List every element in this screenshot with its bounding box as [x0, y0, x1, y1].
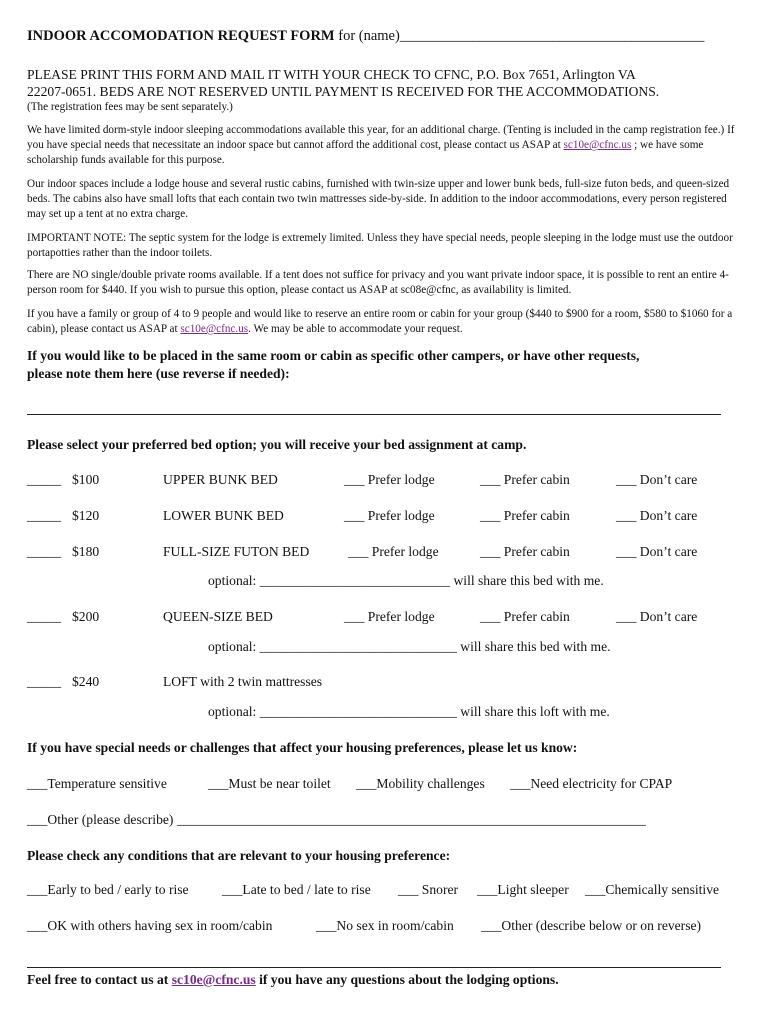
- bed-type-label: LOFT with 2 twin mattresses: [163, 674, 323, 689]
- dont-care-option[interactable]: ___ Don’t care: [616, 544, 698, 559]
- requests-input-line[interactable]: [27, 414, 721, 415]
- paragraph-septic-note: IMPORTANT NOTE: The septic system for the lodge is extremely limited. Unless they have special needs, people sleeping in the lodge must use the outdoor portapotties rather than the indoor toilets.: [27, 232, 733, 259]
- bed-type-label: QUEEN-SIZE BED: [163, 609, 273, 624]
- form-title-line: [27, 28, 704, 45]
- optional-share-line: optional: _____________________________ will share this bed with me.: [208, 639, 611, 654]
- bed-type-label: FULL-SIZE FUTON BED: [163, 544, 310, 559]
- conditions-input-line[interactable]: [27, 967, 721, 968]
- bed-option-heading: Please select your preferred bed option; you will receive your bed assignment at camp.: [27, 437, 527, 452]
- dont-care-option[interactable]: ___ Don’t care: [616, 472, 698, 487]
- dont-care-option[interactable]: ___ Don’t care: [616, 609, 698, 624]
- bed-type-label: UPPER BUNK BED: [163, 472, 278, 487]
- footer-contact: Feel free to contact us at sc10e@cfnc.us if you have any questions about the lodging options.: [27, 972, 559, 987]
- paragraph-group-reservation: If you have a family or group of 4 to 9 people and would like to reserve an entire room or cabin for your group ($440 to $900 for a room, $580 to $1060 for a cabin), please contact us ASAP at sc10e@cfnc.us. We may be able to accommodate your request.: [27, 308, 733, 335]
- email-link[interactable]: sc10e@cfnc.us: [180, 323, 249, 335]
- bed-price: $100: [72, 472, 100, 487]
- email-link[interactable]: sc10e@cfnc.us: [563, 139, 632, 151]
- prefer-lodge-option[interactable]: ___ Prefer lodge: [344, 609, 435, 624]
- prefer-lodge-option[interactable]: ___ Prefer lodge: [344, 472, 435, 487]
- bed-checkbox-blank[interactable]: _____: [27, 674, 61, 689]
- requests-heading-line2: please note them here (use reverse if needed):: [27, 366, 290, 381]
- bed-type-label: LOWER BUNK BED: [163, 508, 284, 523]
- footer-email-link[interactable]: sc10e@cfnc.us: [171, 972, 256, 987]
- special-needs-heading: If you have special needs or challenges that affect your housing preferences, please let us know:: [27, 740, 578, 755]
- requests-heading-line1: If you would like to be placed in the same room or cabin as specific other campers, or have other requests,: [27, 348, 640, 363]
- mobility-option[interactable]: ___Mobility challenges: [356, 776, 485, 791]
- chemically-sensitive-option[interactable]: ___Chemically sensitive: [585, 882, 720, 897]
- bed-price: $200: [72, 609, 100, 624]
- special-needs-other-field[interactable]: ___Other (please describe) _____________________________________________________________________: [27, 812, 646, 827]
- temperature-sensitive-option[interactable]: ___Temperature sensitive: [27, 776, 167, 791]
- cpap-option[interactable]: ___Need electricity for CPAP: [510, 776, 673, 791]
- prefer-cabin-option[interactable]: ___ Prefer cabin: [480, 472, 570, 487]
- prefer-lodge-option[interactable]: ___ Prefer lodge: [348, 544, 439, 559]
- optional-name-field[interactable]: ____________________________: [259, 573, 451, 588]
- bed-checkbox-blank[interactable]: _____: [27, 472, 61, 487]
- bed-price: $180: [72, 544, 100, 559]
- prefer-cabin-option[interactable]: ___ Prefer cabin: [480, 609, 570, 624]
- optional-share-line: optional: _____________________________ will share this loft with me.: [208, 704, 610, 719]
- bed-checkbox-blank[interactable]: _____: [27, 508, 61, 523]
- mail-instruction-line2: 22207-0651. BEDS ARE NOT RESERVED UNTIL PAYMENT IS RECEIVED FOR THE ACCOMMODATIONS.: [27, 84, 660, 99]
- prefer-cabin-option[interactable]: ___ Prefer cabin: [480, 508, 570, 523]
- form-title: INDOOR ACCOMODATION REQUEST FORM: [27, 28, 335, 44]
- paragraph-private-rooms: There are NO single/double private rooms available. If a tent does not suffice for privacy and you want private indoor space, it is possible to rent an entire 4-person room for $440. If you wish to pursue this option, please contact us ASAP at sc08e@cfnc, as availability is limited.: [27, 269, 729, 296]
- fees-note: (The registration fees may be sent separately.): [27, 101, 233, 113]
- conditions-heading: Please check any conditions that are relevant to your housing preference:: [27, 848, 451, 863]
- mail-instruction-line1: PLEASE PRINT THIS FORM AND MAIL IT WITH YOUR CHECK TO CFNC, P.O. Box 7651, Arlington VA: [27, 67, 636, 82]
- name-field[interactable]: for (name)__________________________________________: [338, 28, 705, 44]
- dont-care-option[interactable]: ___ Don’t care: [616, 508, 698, 523]
- paragraph-indoor-spaces: Our indoor spaces include a lodge house and several rustic cabins, furnished with twin-size upper and lower bunk beds, full-size futon beds, and queen-sized beds. The cabins also have small lofts that each contain two twin mattresses side-by-side. In addition to the indoor accommodations, every person registered may set up a tent at no extra charge.: [27, 178, 730, 220]
- ok-with-sex-option[interactable]: ___OK with others having sex in room/cabin: [27, 918, 273, 933]
- bed-price: $240: [72, 674, 100, 689]
- paragraph-scholarship: We have limited dorm-style indoor sleeping accommodations available this year, for an additional charge. (Tenting is included in the camp registration fee.) If you have special needs that necessitate an indoor space but cannot afford the additional cost, please contact us ASAP at sc10e@cfnc.us ; we have some scholarship funds available for this purpose.: [27, 124, 735, 166]
- prefer-lodge-option[interactable]: ___ Prefer lodge: [344, 508, 435, 523]
- near-toilet-option[interactable]: ___Must be near toilet: [208, 776, 331, 791]
- optional-name-field[interactable]: _____________________________: [259, 639, 457, 654]
- light-sleeper-option[interactable]: ___Light sleeper: [477, 882, 569, 897]
- optional-share-line: optional: ____________________________ will share this bed with me.: [208, 573, 604, 588]
- bed-checkbox-blank[interactable]: _____: [27, 544, 61, 559]
- bed-price: $120: [72, 508, 100, 523]
- optional-name-field[interactable]: _____________________________: [259, 704, 457, 719]
- snorer-option[interactable]: ___ Snorer: [398, 882, 459, 897]
- prefer-cabin-option[interactable]: ___ Prefer cabin: [480, 544, 570, 559]
- late-to-bed-option[interactable]: ___Late to bed / late to rise: [222, 882, 371, 897]
- bed-checkbox-blank[interactable]: _____: [27, 609, 61, 624]
- no-sex-option[interactable]: ___No sex in room/cabin: [316, 918, 454, 933]
- early-to-bed-option[interactable]: ___Early to bed / early to rise: [27, 882, 189, 897]
- conditions-other-option[interactable]: ___Other (describe below or on reverse): [481, 918, 702, 933]
